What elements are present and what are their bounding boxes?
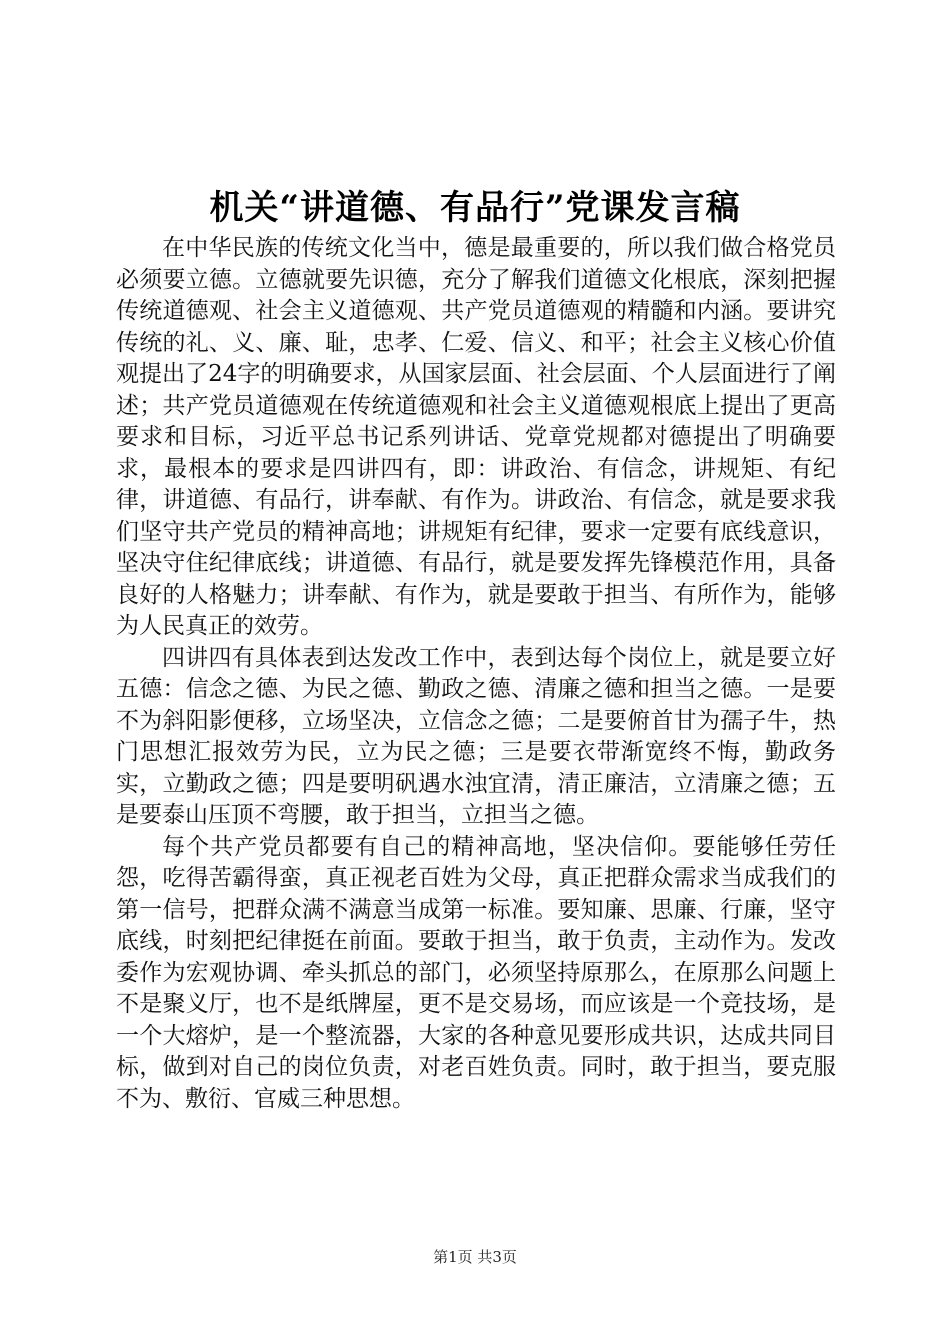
paragraph-3: 每个共产党员都要有自己的精神高地，坚决信仰。要能够任劳任怨，吃得苦霸得蛮，真正视老百姓为父母，真正把群众需求当成我们的第一信号，把群众满不满意当成第一标准。要知廉、思廉、行廉，坚守底线，时刻把纪律挺在前面。要敢于担当，敢于负责，主动作为。发改委作为宏观协调、牵头抓总的部门，必须坚持原那么，在原那么问题上不是聚义厅，也不是纸牌屋，更不是交易场，而应该是一个竞技场，是一个大熔炉，是一个整流器，大家的各种意见要形成共识，达成共同目标，做到对自己的岗位负责，对老百姓负责。同时，敢于担当，要克服不为、敷衍、官威三种思想。 [116,833,836,1112]
paragraph-2: 四讲四有具体表到达发改工作中，表到达每个岗位上，就是要立好五德：信念之德、为民之德、勤政之德、清廉之德和担当之德。一是要不为斜阳影便移，立场坚决，立信念之德；二是要俯首甘为孺子牛，热门思想汇报效劳为民，立为民之德；三是要衣带渐宽终不悔，勤政务实，立勤政之德；四是要明矾遇水浊宜清，清正廉洁，立清廉之德；五是要泰山压顶不弯腰，敢于担当，立担当之德。 [116,644,836,828]
paragraph-1: 在中华民族的传统文化当中，德是最重要的，所以我们做合格党员必须要立德。立德就要先识德，充分了解我们道德文化根底，深刻把握传统道德观、社会主义道德观、共产党员道德观的精髓和内涵。要讲究传统的礼、义、廉、耻，忠孝、仁爱、信义、和平；社会主义核心价值观提出了24字的明确要求，从国家层面、社会层面、个人层面进行了阐述；共产党员道德观在传统道德观和社会主义道德观根底上提出了更高要求和目标，习近平总书记系列讲话、党章党规都对德提出了明确要求，最根本的要求是四讲四有，即：讲政治、有信念，讲规矩、有纪律，讲道德、有品行，讲奉献、有作为。讲政治、有信念，就是要求我们坚守共产党员的精神高地；讲规矩有纪律，要求一定要有底线意识，坚决守住纪律底线；讲道德、有品行，就是要发挥先锋模范作用，具备良好的人格魅力；讲奉献、有作为，就是要敢于担当、有所作为，能够为人民真正的效劳。 [116,235,836,639]
page-footer: 第1页 共3页 [433,1248,517,1266]
document-title: 机关“讲道德、有品行”党课发言稿 [209,188,741,228]
document-body [116,233,836,1115]
